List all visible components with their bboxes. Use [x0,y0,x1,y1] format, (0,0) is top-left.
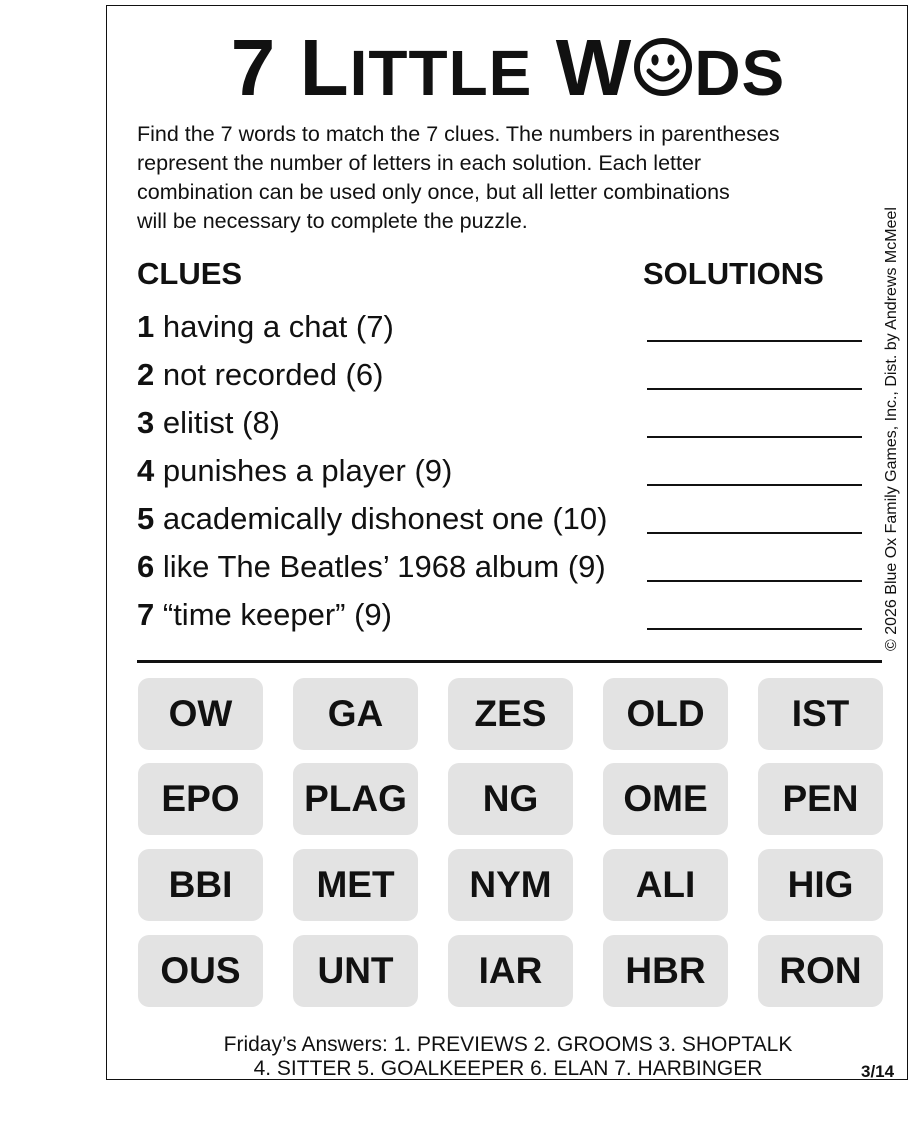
divider [137,660,882,663]
letter-tile[interactable]: OW [138,678,263,750]
letter-tile[interactable]: MET [293,849,418,921]
previous-answers [107,1033,909,1081]
solution-blank-4[interactable] [647,484,862,486]
puzzle-title [107,23,909,112]
clue-number: 3 [137,405,155,440]
instructions-line: combination can be used only once, but all letter combinations [137,180,730,204]
solution-blank-7[interactable] [647,628,862,630]
answers-line: 4. SITTER 5. GOALKEEPER 6. ELAN 7. HARBINGER [253,1057,763,1080]
letter-tile[interactable]: HBR [603,935,728,1007]
letter-tile[interactable]: IAR [448,935,573,1007]
solution-blank-1[interactable] [647,340,862,342]
instructions-line: Find the 7 words to match the 7 clues. The numbers in parentheses [137,122,780,146]
instructions [137,120,887,236]
puzzle-date: 3/14 [861,1062,895,1081]
letter-tile[interactable]: NYM [448,849,573,921]
clue-3 [137,407,280,438]
solutions-header: SOLUTIONS [643,256,824,291]
letter-tile[interactable]: PEN [758,763,883,835]
clue-text: not recorded (6) [162,357,384,392]
instructions-line: will be necessary to complete the puzzle. [137,209,528,233]
clue-text: elitist (8) [162,405,281,440]
letter-tile[interactable]: RON [758,935,883,1007]
clue-5 [137,503,607,534]
puzzle-frame [106,5,908,1080]
clue-text: “time keeper” (9) [162,597,392,632]
answers-line: Friday’s Answers: 1. PREVIEWS 2. GROOMS 3. SHOPTALK [223,1033,793,1056]
title-little-rest: ITTLE [349,37,533,109]
title-words-initial: W [555,23,633,112]
clue-7 [137,599,392,630]
clue-text: academically dishonest one (10) [162,501,608,536]
letter-tile[interactable]: ALI [603,849,728,921]
clue-number: 4 [137,453,155,488]
title-little-initial: L [299,23,350,112]
letter-tile[interactable]: EPO [138,763,263,835]
letter-tile[interactable]: PLAG [293,763,418,835]
clue-number: 2 [137,357,155,392]
clue-2 [137,359,383,390]
solution-blank-2[interactable] [647,388,862,390]
letter-tile[interactable]: HIG [758,849,883,921]
title-words-rest: DS [694,37,786,109]
copyright-notice: © 2026 Blue Ox Family Games, Inc., Dist. by Andrews McMeel [883,207,900,651]
letter-tile[interactable]: OME [603,763,728,835]
letter-tile[interactable]: OUS [138,935,263,1007]
clue-1 [137,311,394,342]
instructions-line: represent the number of letters in each solution. Each letter [137,151,702,175]
letter-tile[interactable]: IST [758,678,883,750]
title-number: 7 [230,23,277,112]
clue-number: 5 [137,501,155,536]
clue-6 [137,551,606,582]
clue-number: 7 [137,597,155,632]
clue-text: like The Beatles’ 1968 album (9) [162,549,606,584]
letter-tile[interactable]: UNT [293,935,418,1007]
solution-blank-3[interactable] [647,436,862,438]
clue-number: 6 [137,549,155,584]
letter-tile[interactable]: ZES [448,678,573,750]
letter-tile[interactable]: BBI [138,849,263,921]
clue-4 [137,455,452,486]
letter-tile[interactable]: GA [293,678,418,750]
clue-text: punishes a player (9) [162,453,453,488]
letter-tile[interactable]: OLD [603,678,728,750]
solution-blank-6[interactable] [647,580,862,582]
clue-text: having a chat (7) [162,309,394,344]
clue-number: 1 [137,309,155,344]
solution-blank-5[interactable] [647,532,862,534]
clues-header: CLUES [137,256,243,291]
letter-tile[interactable]: NG [448,763,573,835]
smiley-face-icon [633,37,693,101]
